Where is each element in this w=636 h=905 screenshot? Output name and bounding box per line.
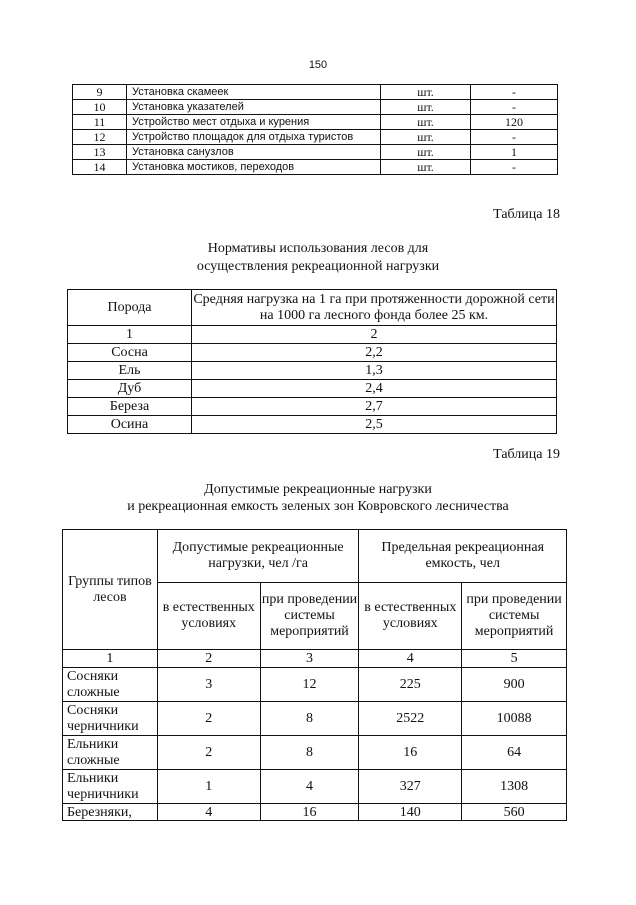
- species: Береза: [68, 398, 192, 416]
- table-19-caption: Таблица 19: [493, 447, 560, 462]
- unit: шт.: [381, 160, 471, 175]
- table-row: [73, 130, 558, 145]
- table-row: [73, 145, 558, 160]
- load-natural: 2: [157, 702, 260, 736]
- row-number: 12: [73, 130, 127, 145]
- capacity-natural: 2522: [359, 702, 462, 736]
- column-index: 4: [359, 650, 462, 668]
- table-19-title-line-1: Допустимые рекреационные нагрузки: [204, 482, 432, 497]
- table-row: [63, 736, 567, 770]
- table-row: [68, 380, 557, 398]
- activity-name: Установка указателей: [127, 100, 381, 115]
- capacity-measures: 64: [462, 736, 567, 770]
- amount: -: [471, 130, 558, 145]
- unit: шт.: [381, 130, 471, 145]
- load-measures: 4: [260, 770, 359, 804]
- table-row: [73, 85, 558, 100]
- load-value: 2,7: [192, 398, 557, 416]
- unit: шт.: [381, 85, 471, 100]
- amount: -: [471, 85, 558, 100]
- capacity-measures: 900: [462, 668, 567, 702]
- capacity-measures: 10088: [462, 702, 567, 736]
- header-species: Порода: [68, 290, 192, 326]
- table-row: [68, 344, 557, 362]
- load-natural: 3: [157, 668, 260, 702]
- amount: -: [471, 160, 558, 175]
- species: Дуб: [68, 380, 192, 398]
- column-index: 1: [68, 326, 192, 344]
- activity-name: Устройство мест отдыха и курения: [127, 115, 381, 130]
- table-row: [68, 362, 557, 380]
- load-measures: 8: [260, 702, 359, 736]
- forest-group: Сосняки черничники: [63, 702, 158, 736]
- recreational-capacity-table: [62, 529, 567, 821]
- species: Осина: [68, 416, 192, 434]
- load-value: 2,2: [192, 344, 557, 362]
- activity-name: Установка мостиков, переходов: [127, 160, 381, 175]
- table-row: [68, 416, 557, 434]
- species: Сосна: [68, 344, 192, 362]
- amount: -: [471, 100, 558, 115]
- table-row: [73, 160, 558, 175]
- load-natural: 4: [157, 804, 260, 821]
- amount: 1: [471, 145, 558, 160]
- header-max-capacity: Предельная рекреационная емкость, чел: [359, 530, 567, 583]
- column-index: 1: [63, 650, 158, 668]
- activity-name: Устройство площадок для отдыха туристов: [127, 130, 381, 145]
- forest-group: Ельники сложные: [63, 736, 158, 770]
- unit: шт.: [381, 145, 471, 160]
- load-measures: 16: [260, 804, 359, 821]
- load-value: 2,5: [192, 416, 557, 434]
- load-measures: 8: [260, 736, 359, 770]
- column-index: 3: [260, 650, 359, 668]
- table-18-title-line-2: осуществления рекреационной нагрузки: [196, 259, 440, 274]
- subheader-natural: в естественных условиях: [157, 583, 260, 650]
- table-header-row: [63, 530, 567, 583]
- header-permissible-load: Допустимые рекреационные нагрузки, чел /га: [157, 530, 359, 583]
- column-index: 2: [157, 650, 260, 668]
- header-average-load: Средняя нагрузка на 1 га при протяженности дорожной сети на 1000 га лесного фонда более 25 км.: [192, 290, 557, 326]
- table-row: [73, 115, 558, 130]
- table-row: [63, 702, 567, 736]
- row-number: 9: [73, 85, 127, 100]
- header-forest-groups: Группы типов лесов: [63, 530, 158, 650]
- table-row: [63, 668, 567, 702]
- species: Ель: [68, 362, 192, 380]
- row-number: 11: [73, 115, 127, 130]
- capacity-measures: 1308: [462, 770, 567, 804]
- forest-group: Ельники черничники: [63, 770, 158, 804]
- load-value: 2,4: [192, 380, 557, 398]
- column-index: 5: [462, 650, 567, 668]
- forest-use-norms-table: [67, 289, 557, 434]
- forest-group: Березняки,: [63, 804, 158, 821]
- capacity-natural: 327: [359, 770, 462, 804]
- amount: 120: [471, 115, 558, 130]
- capacity-natural: 140: [359, 804, 462, 821]
- capacity-natural: 16: [359, 736, 462, 770]
- capacity-natural: 225: [359, 668, 462, 702]
- load-measures: 12: [260, 668, 359, 702]
- activity-name: Установка санузлов: [127, 145, 381, 160]
- table-row: [63, 804, 567, 821]
- subheader-measures: при проведении системы мероприятий: [260, 583, 359, 650]
- table-header-row: [68, 290, 557, 326]
- column-index: 2: [192, 326, 557, 344]
- forest-group: Сосняки сложные: [63, 668, 158, 702]
- row-number: 14: [73, 160, 127, 175]
- table-row: [73, 100, 558, 115]
- table-18-caption: Таблица 18: [493, 207, 560, 222]
- activity-name: Установка скамеек: [127, 85, 381, 100]
- page-number: 150: [308, 59, 328, 71]
- load-natural: 2: [157, 736, 260, 770]
- table-row: [68, 398, 557, 416]
- table-18-title-line-1: Нормативы использования лесов для: [207, 241, 429, 256]
- capacity-measures: 560: [462, 804, 567, 821]
- table-row: [63, 770, 567, 804]
- unit: шт.: [381, 115, 471, 130]
- subheader-natural: в естественных условиях: [359, 583, 462, 650]
- table-index-row: [63, 650, 567, 668]
- load-value: 1,3: [192, 362, 557, 380]
- load-natural: 1: [157, 770, 260, 804]
- activities-table: [72, 84, 558, 175]
- row-number: 13: [73, 145, 127, 160]
- table-19-title-line-2: и рекреационная емкость зеленых зон Ковровского лесничества: [127, 499, 509, 514]
- row-number: 10: [73, 100, 127, 115]
- subheader-measures: при проведении системы мероприятий: [462, 583, 567, 650]
- table-index-row: [68, 326, 557, 344]
- unit: шт.: [381, 100, 471, 115]
